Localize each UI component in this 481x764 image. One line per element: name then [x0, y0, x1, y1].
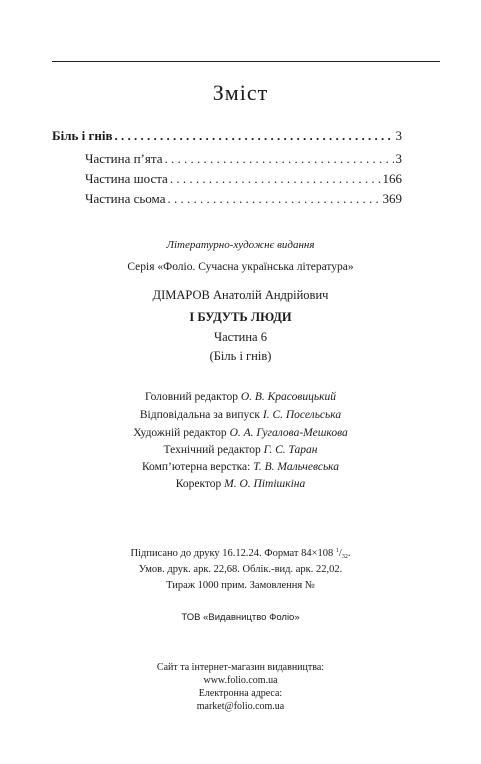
toc-entry-label: Частина сьома	[85, 191, 166, 206]
staff-line	[0, 444, 481, 456]
staff-line	[0, 391, 481, 403]
staff-name: Г. С. Таран	[263, 444, 318, 456]
toc-leader	[115, 128, 394, 144]
staff-name: О. А. Гугалова-Мешкова	[229, 427, 348, 439]
toc-entry-page: 166	[382, 171, 402, 186]
series-line: Серія «Фоліо. Сучасна українська література»	[127, 261, 354, 273]
toc-entry	[85, 191, 402, 207]
staff-line	[0, 409, 481, 421]
site-label: Сайт та інтернет-магазин видавництва:	[156, 662, 325, 673]
contents-title: Зміст	[212, 80, 269, 105]
toc-entry-label: Частина шоста	[85, 171, 168, 186]
print-line-end: .	[347, 548, 351, 559]
staff-role: Художній редактор	[133, 427, 227, 439]
print-signed-text: Підписано до друку 16.12.24. Формат 84×108	[130, 548, 334, 559]
staff-name: І. С. Посельська	[262, 409, 342, 421]
top-rule	[52, 61, 440, 62]
staff-name: Т. В. Мальчевська	[253, 461, 340, 473]
email-link[interactable]: market@folio.com.ua	[196, 701, 285, 712]
author-line: ДІМАРОВ Анатолій Андрійович	[152, 288, 329, 302]
subtitle-line: (Біль і гнів)	[209, 349, 272, 363]
staff-line	[0, 478, 481, 490]
staff-line	[0, 427, 481, 439]
toc-entry-page: 3	[395, 128, 402, 143]
staff-role: Технічний редактор	[163, 444, 261, 456]
genre-line: Літературно-художнє видання	[166, 239, 315, 251]
format-denominator: 32	[341, 554, 348, 560]
staff-line	[0, 461, 481, 473]
toc-leader	[170, 171, 381, 187]
site-link[interactable]: www.folio.com.ua	[203, 675, 278, 686]
publisher-name: ТОВ «Видавництво Фоліо»	[181, 612, 300, 623]
print-details-line: Підписано до друку 16.12.24. Формат 84×108 $^1/_{32}$.	[130, 548, 351, 560]
staff-name: О. В. Красовицький	[240, 391, 336, 403]
staff-role: Комп’ютерна верстка:	[141, 461, 251, 473]
toc-entry-page: 369	[382, 191, 402, 206]
book-title: І БУДУТЬ ЛЮДИ	[189, 310, 292, 324]
toc-entry	[52, 128, 402, 144]
toc-entry-label: Частина п’ята	[85, 151, 163, 166]
email-label: Електронна адреса:	[198, 688, 283, 699]
format-numerator: 1	[335, 548, 339, 554]
print-details-line: Умов. друк. арк. 22,68. Облік.-вид. арк. 22,02.	[138, 564, 343, 575]
toc-entry	[85, 171, 402, 187]
print-details-line: Тираж 1000 прим. Замовлення №	[166, 580, 315, 591]
toc-leader	[164, 151, 393, 167]
part-line: Частина 6	[214, 330, 267, 344]
staff-role: Відповідальна за випуск	[139, 409, 260, 421]
staff-role: Коректор	[175, 478, 222, 490]
toc-entry-page: 3	[395, 151, 402, 166]
staff-name: М. О. Пітішкіна	[224, 478, 306, 490]
toc-leader	[167, 191, 380, 207]
toc-entry	[85, 151, 402, 167]
staff-role: Головний редактор	[145, 391, 238, 403]
toc-entry-label: Біль і гнів	[52, 128, 113, 143]
